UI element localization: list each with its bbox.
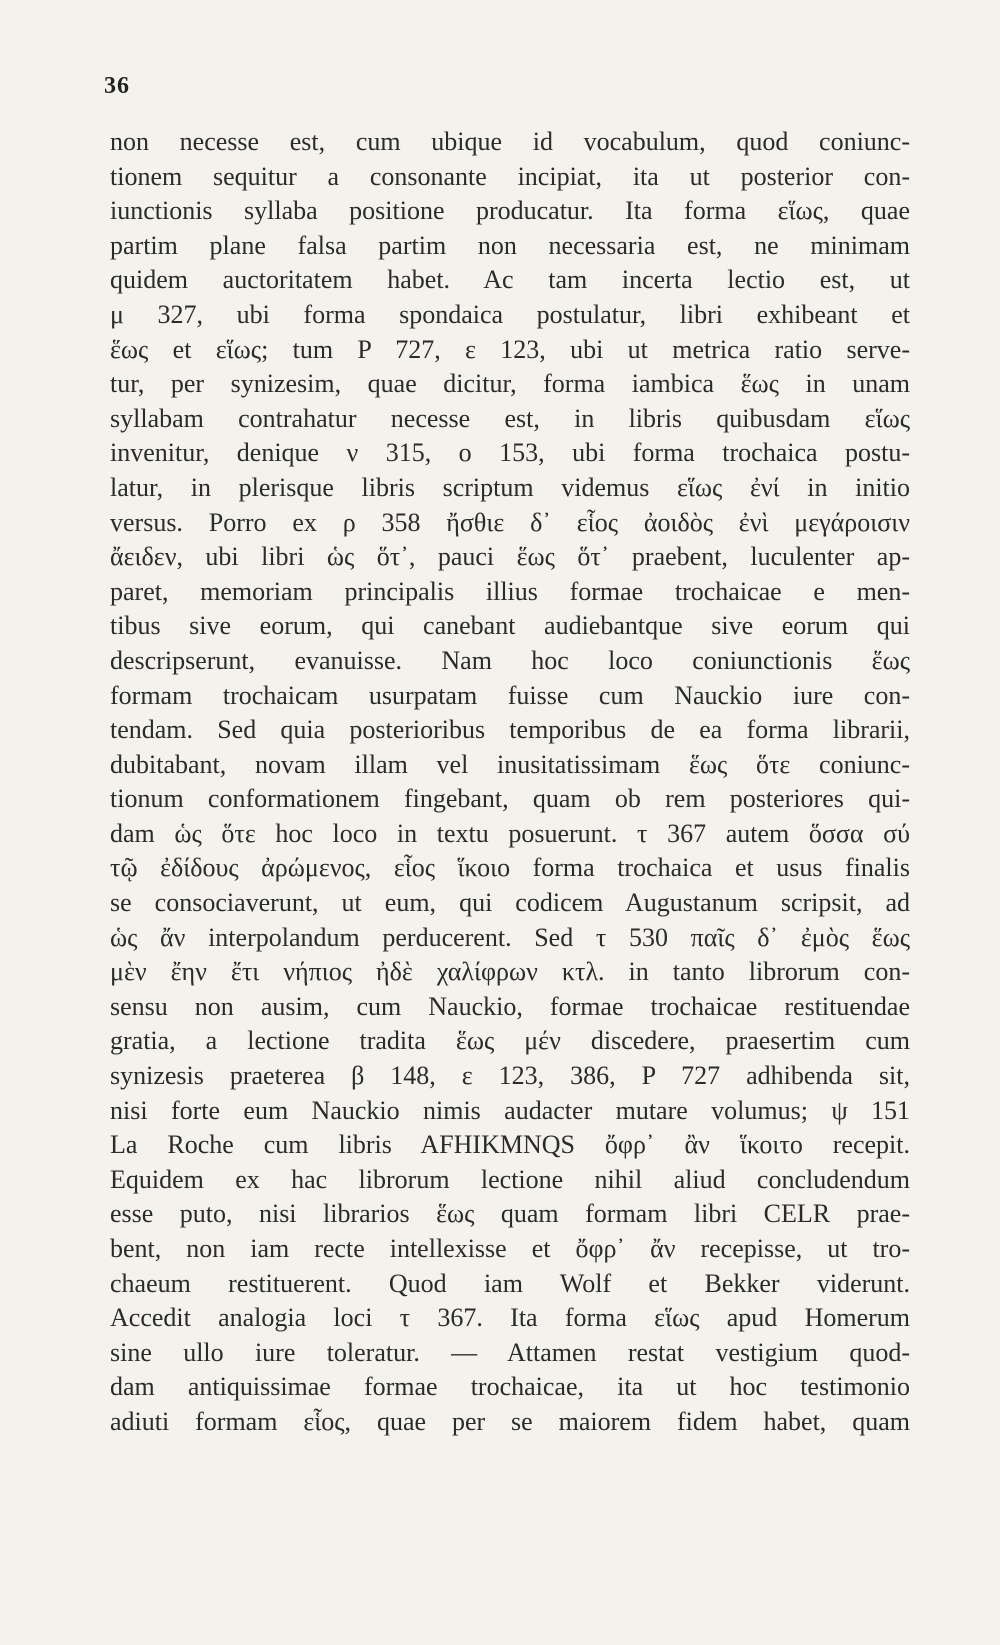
text-line: non necesse est, cum ubique id vocabulum, quod coniunc-: [110, 127, 910, 156]
text-line: syllabam contrahatur necesse est, in libris quibusdam εἵως: [110, 403, 910, 433]
text-line: nisi forte eum Nauckio nimis audacter mutare volumus; ψ 151: [110, 1095, 910, 1125]
text-line: μὲν ἔην ἔτι νήπιος ἠδὲ χαλίφρων κτλ. in tanto librorum con-: [110, 957, 910, 987]
text-line: iunctionis syllaba positione producatur. Ita forma εἵως, quae: [110, 196, 910, 226]
text-line: invenitur, denique ν 315, ο 153, ubi forma trochaica postu-: [110, 438, 910, 468]
text-line: descripserunt, evanuisse. Nam hoc loco coniunctionis ἕως: [110, 645, 910, 675]
text-line: versus. Porro ex ρ 358 ἤσθιε δ᾽ εἷος ἀοιδὸς ἐνὶ μεγάροισιν: [110, 507, 910, 537]
body-text: [110, 125, 910, 1440]
text-line: synizesis praeterea β 148, ε 123, 386, P 727 adhibenda sit,: [110, 1061, 910, 1091]
text-line: sine ullo iure toleratur. — Attamen restat vestigium quod-: [110, 1337, 910, 1367]
text-line: partim plane falsa partim non necessaria est, ne minimam: [110, 230, 910, 260]
text-line: La Roche cum libris AFHIKMNQS ὄφρ᾽ ἂν ἵκοιτο recepit.: [110, 1130, 910, 1160]
text-line: ὡς ἄν interpolandum perducerent. Sed τ 530 παῖς δ᾽ ἐμὸς ἕως: [110, 922, 910, 952]
text-line: bent, non iam recte intellexisse et ὄφρ᾽ ἄν recepisse, ut tro-: [110, 1234, 910, 1263]
text-line: adiuti formam εἷος, quae per se maiorem fidem habet, quam: [110, 1406, 910, 1436]
text-line: Equidem ex hac librorum lectione nihil aliud concludendum: [110, 1164, 910, 1194]
text-line: ἕως et εἵως; tum P 727, ε 123, ubi ut metrica ratio serve-: [110, 334, 910, 364]
text-line: dam ὡς ὅτε hoc loco in textu posuerunt. τ 367 autem ὅσσα σύ: [110, 818, 910, 848]
text-line: dubitabant, novam illam vel inusitatissimam ἕως ὅτε coniunc-: [110, 749, 910, 779]
text-line: Accedit analogia loci τ 367. Ita forma εἵως apud Homerum: [110, 1303, 910, 1333]
text-line: chaeum restituerent. Quod iam Wolf et Bekker viderunt.: [110, 1268, 910, 1298]
text-line: esse puto, nisi librarios ἕως quam formam libri CELR prae-: [110, 1199, 910, 1229]
page-number: 36: [104, 73, 130, 99]
text-line: sensu non ausim, cum Nauckio, formae trochaicae restituendae: [110, 991, 910, 1021]
text-line: formam trochaicam usurpatam fuisse cum Nauckio iure con-: [110, 680, 910, 710]
text-line: latur, in plerisque libris scriptum videmus εἵως ἐνί in initio: [110, 472, 910, 502]
text-line: tendam. Sed quia posterioribus temporibus de ea forma librarii,: [110, 715, 910, 745]
text-line: tibus sive eorum, qui canebant audiebantque sive eorum qui: [110, 611, 910, 641]
text-line: dam antiquissimae formae trochaicae, ita ut hoc testimonio: [110, 1372, 910, 1402]
text-line: tionem sequitur a consonante incipiat, ita ut posterior con-: [110, 161, 910, 191]
text-line: quidem auctoritatem habet. Ac tam incerta lectio est, ut: [110, 265, 910, 295]
text-line: gratia, a lectione tradita ἕως μέν discedere, praesertim cum: [110, 1026, 910, 1056]
text-line: μ 327, ubi forma spondaica postulatur, libri exhibeant et: [110, 299, 910, 329]
text-line: tionum conformationem fingebant, quam ob rem posteriores qui-: [110, 784, 910, 814]
text-line: τῷ ἐδίδους ἀρώμενος, εἷος ἵκοιο forma trochaica et usus finalis: [110, 853, 910, 883]
text-line: ἄειδεν, ubi libri ὡς ὅτ᾽, pauci ἕως ὅτ᾽ praebent, luculenter ap-: [110, 542, 910, 572]
text-line: tur, per synizesim, quae dicitur, forma iambica ἕως in unam: [110, 369, 910, 399]
text-line: se consociaverunt, ut eum, qui codicem Augustanum scripsit, ad: [110, 888, 910, 918]
text-line: paret, memoriam principalis illius formae trochaicae e men-: [110, 576, 910, 606]
